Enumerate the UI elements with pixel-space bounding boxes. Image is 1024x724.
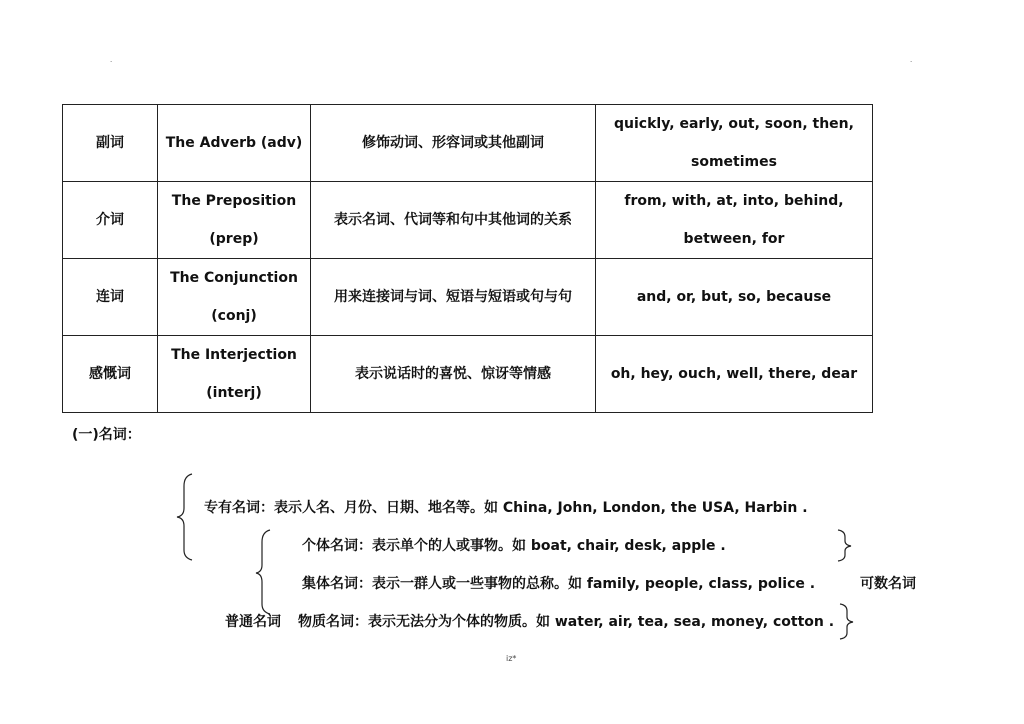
cn-cell: 副词 xyxy=(63,105,158,182)
en-cell: The Adverb (adv) xyxy=(158,105,311,182)
en-cell: The Conjunction (conj) xyxy=(158,259,311,336)
examples-cell: oh, hey, ouch, well, there, dear xyxy=(596,336,873,413)
right-brace-upper xyxy=(838,530,851,561)
examples-cell: quickly, early, out, soon, then, sometimes xyxy=(596,105,873,182)
en-cell: The Preposition (prep) xyxy=(158,182,311,259)
desc-cell: 表示名词、代词等和句中其他词的关系 xyxy=(311,182,596,259)
corner-mark: . xyxy=(910,56,913,64)
left-brace-outer xyxy=(177,474,192,560)
countable-noun-label: 可数名词 xyxy=(860,576,916,592)
cn-cell: 感慨词 xyxy=(63,336,158,413)
page-footer: iz* xyxy=(506,654,517,663)
desc-cell: 修饰动词、形容词或其他副词 xyxy=(311,105,596,182)
collective-noun-line: 集体名词：表示一群人或一些事物的总称。如 family, people, class, police . xyxy=(302,576,816,592)
common-noun-label: 普通名词 xyxy=(225,614,281,630)
proper-noun-line: 专有名词：表示人名、月份、日期、地名等。如 China, John, London, the USA, Harbin . xyxy=(204,500,808,516)
corner-mark: . xyxy=(110,56,113,64)
individual-noun-line: 个体名词：表示单个的人或事物。如 boat, chair, desk, apple . xyxy=(302,538,726,554)
desc-cell: 用来连接词与词、短语与短语或句与句 xyxy=(311,259,596,336)
desc-cell: 表示说话时的喜悦、惊讶等情感 xyxy=(311,336,596,413)
examples-cell: from, with, at, into, behind, between, for xyxy=(596,182,873,259)
cn-cell: 介词 xyxy=(63,182,158,259)
right-brace-lower xyxy=(840,604,853,639)
material-noun-line: 物质名词：表示无法分为个体的物质。如 water, air, tea, sea, money, cotton . xyxy=(298,614,835,630)
cn-cell: 连词 xyxy=(63,259,158,336)
en-cell: The Interjection (interj) xyxy=(158,336,311,413)
examples-cell: and, or, but, so, because xyxy=(596,259,873,336)
section-heading: (一)名词： xyxy=(72,427,141,443)
left-brace-inner xyxy=(256,530,270,614)
